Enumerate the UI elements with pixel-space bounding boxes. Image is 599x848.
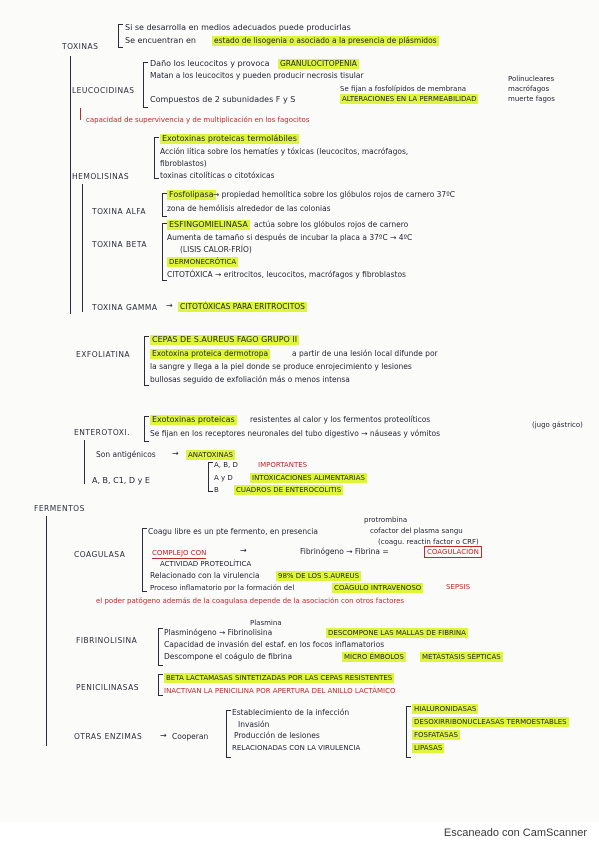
fibrinolisina-brace <box>158 628 163 666</box>
toxina-beta-line5: CITOTÓXICA → eritrocitos, leucocitos, macrófagos y fibroblastos <box>167 270 406 279</box>
hemolisinas-label: HEMOLISINAS <box>72 172 130 181</box>
otras-enzimas-list-brace <box>406 706 411 758</box>
hemolisinas-brace <box>154 137 159 179</box>
otras-enzimas-arrow: → <box>160 731 167 740</box>
otras-enzimas-e2: DESOXIRRIBONUCLEASAS TERMOESTABLES <box>414 718 567 726</box>
exfoliatina-line2a: Exotoxina proteica dermotropa <box>152 349 269 358</box>
fermentos-label: FERMENTOS <box>34 504 85 513</box>
toxina-alfa-line2: zona de hemólisis alrededor de las colonias <box>167 204 331 213</box>
enterotoxina-line1a: Exotoxinas proteicas <box>152 415 235 424</box>
toxina-alfa-label: TOXINA ALFA <box>92 207 147 216</box>
exfoliatina-line3: la sangre y llega a la piel donde se produce enrojecimiento y lesiones <box>150 362 412 371</box>
coagulasa-line2c: COAGULACIÓN <box>424 546 482 558</box>
otras-enzimas-cooperan: Cooperan <box>172 732 209 741</box>
coagulasa-line3: ACTIVIDAD PROTEOLÍTICA <box>160 560 252 568</box>
otras-enzimas-e3: FOSFATASAS <box>414 731 458 739</box>
fibrinolisina-label: FIBRINOLISINA <box>76 636 138 645</box>
otras-enzimas-label: OTRAS ENZIMAS <box>74 732 143 741</box>
toxinas-tree-line <box>70 56 71 314</box>
coagulasa-label: COAGULASA <box>74 550 126 559</box>
penicilinasas-line2: INACTIVAN LA PENICILINA POR APERTURA DEL ANILLO LACTÁMICO <box>164 687 396 695</box>
toxinas-line2b: estado de lisogenia o asociado a la presencia de plásmidos <box>214 36 437 45</box>
toxina-gamma-label: TOXINA GAMMA <box>92 303 158 312</box>
coagulasa-line4b: 98% DE LOS S.AUREUS <box>278 572 360 580</box>
otras-enzimas-e4: LIPASAS <box>414 744 443 752</box>
coagulasa-line5a: Proceso inflamatorio por la formación del <box>150 584 295 592</box>
leucocidinas-line2: Matan a los leucocitos y pueden producir necrosis tisular <box>150 71 364 80</box>
enterotoxina-antitox: ANATOXINAS <box>188 451 233 459</box>
enterotoxina-abd-result: IMPORTANTES <box>258 461 308 469</box>
leucocidinas-brace <box>143 62 148 108</box>
toxinas-brace <box>118 24 123 48</box>
toxina-beta-line2: Aumenta de tamaño si después de incubar la placa a 37ºC → 4ºC <box>167 233 413 242</box>
otras-enzimas-line2: Invasión <box>238 720 270 729</box>
enterotoxina-ad: A y D <box>214 474 233 482</box>
fibrinolisina-line3b: MICRO ÉMBOLOS <box>344 653 404 661</box>
penicilinasas-line1: BETA LACTAMASAS SINTETIZADAS POR LAS CEPAS RESISTENTES <box>166 674 393 682</box>
exfoliatina-line1: CEPAS DE S.AUREUS FAGO GRUPO II <box>152 335 298 344</box>
coagulasa-line5c: SEPSIS <box>446 583 471 591</box>
otras-enzimas-e1: HIALURONIDASAS <box>414 705 477 713</box>
leucocidinas-note: capacidad de supervivencia y de multiplicación en los fagocitos <box>86 116 310 124</box>
otras-enzimas-line1: Establecimiento de la infección <box>232 708 350 717</box>
toxina-beta-line1a: ESFINGOMIELINASA <box>169 220 248 229</box>
coagulasa-line5b: COÁGULO INTRAVENOSO <box>334 584 422 592</box>
enterotoxina-b-result: CUADROS DE ENTEROCOLITIS <box>236 486 342 494</box>
scanner-watermark: Escaneado con CamScanner <box>443 827 587 839</box>
leucocidinas-line3c: ALTERACIONES EN LA PERMEABILIDAD <box>342 95 477 103</box>
exfoliatina-brace <box>144 336 149 386</box>
enterotoxina-line2: Se fijan en los receptores neuronales del tubo digestivo → náuseas y vómitos <box>150 429 441 438</box>
fibrinolisina-line0: Plasmina <box>250 619 282 627</box>
enterotoxina-line1b: resistentes al calor y los fermentos proteolíticos <box>250 415 431 424</box>
leucocidinas-side2: macrófagos <box>508 85 550 93</box>
otras-enzimas-brace <box>226 710 231 758</box>
penicilinasas-label: PENICILINASAS <box>76 683 139 692</box>
coagulasa-line2a: COMPLEJO CON <box>152 549 207 557</box>
enterotoxina-label: ENTEROTOXI. <box>74 428 131 437</box>
enterotoxina-abd: A, B, D <box>214 461 238 469</box>
leucocidinas-line3a: Compuestos de 2 subunidades F y S <box>150 95 296 104</box>
exfoliatina-label: EXFOLIATINA <box>76 350 131 359</box>
hemolisinas-line2: Acción lítica sobre los hematíes y tóxicas (leucocitos, macrófagos, <box>160 147 409 156</box>
hemolisinas-tree-line <box>82 184 83 312</box>
enterotoxina-types-brace <box>208 462 213 492</box>
coagulasa-side1: protrombina <box>364 516 408 524</box>
fibrinolisina-line3a: Descompone el coágulo de fibrina <box>164 652 293 661</box>
toxina-beta-line1b: actúa sobre los glóbulos rojos de carnero <box>254 220 409 229</box>
coagulasa-side3: (coagu. reactin factor o CRF) <box>378 538 479 546</box>
toxina-alfa-line1b: → propiedad hemolítica sobre los glóbulos rojos de carnero 37ºC <box>213 190 455 199</box>
coagulasa-line1a: Coagu libre es un pte fermento, en presencia <box>148 527 318 536</box>
hemolisinas-line3: fibroblastos) <box>160 159 207 168</box>
toxina-beta-line4: DERMONECRÓTICA <box>169 258 237 266</box>
leucocidinas-line1b: GRANULOCITOPENIA <box>280 59 357 68</box>
toxinas-label: TOXINAS <box>62 42 99 51</box>
toxina-beta-line3: (LISIS CALOR-FRÍO) <box>180 245 252 254</box>
hemolisinas-line4: toxinas citolíticas o citotóxicas <box>160 171 275 180</box>
enterotoxina-b: B <box>214 486 219 494</box>
coagulasa-line2b: Fibrinógeno → Fibrina = <box>300 547 389 556</box>
toxina-gamma-text: CITOTÓXICAS PARA ERITROCITOS <box>180 302 305 311</box>
coagulasa-line4a: Relacionado con la virulencia <box>150 571 260 580</box>
enterotoxina-line1c: (jugo gástrico) <box>532 421 583 429</box>
fibrinolisina-line1b: DESCOMPONE LAS MALLAS DE FIBRINA <box>328 629 466 637</box>
enterotoxina-antigen-arrow: → <box>172 449 179 458</box>
leucocidinas-label: LEUCOCIDINAS <box>72 86 135 95</box>
fibrinolisina-line2: Capacidad de invasión del estaf. en los focos inflamatorios <box>164 640 385 649</box>
exfoliatina-line2b: a partir de una lesión local difunde por <box>292 349 438 358</box>
leucocidinas-red-connector <box>80 108 81 120</box>
enterotoxina-tree-line <box>84 440 85 484</box>
leucocidinas-line3b: Se fijan a fosfolípidos de membrana <box>340 85 467 93</box>
otras-enzimas-line4: RELACIONADAS CON LA VIRULENCIA <box>232 744 361 752</box>
coagulasa-line2-arrow: → <box>240 546 247 555</box>
toxina-beta-label: TOXINA BETA <box>92 240 147 249</box>
coagulasa-side2: cofactor del plasma sangu <box>370 527 463 535</box>
toxina-alfa-line1a: Fosfolipasa <box>169 190 214 199</box>
coagulasa-note: el poder patógeno además de la coagulasa depende de la asociación con otros factores <box>96 597 405 605</box>
leucocidinas-side1: Polinucleares <box>508 75 555 83</box>
hemolisinas-line1: Exotoxinas proteicas termolábiles <box>162 134 297 143</box>
enterotoxina-brace <box>144 416 149 442</box>
penicilinasas-brace <box>158 674 163 696</box>
toxinas-line1: Si se desarrolla en medios adecuados puede producirlas <box>125 23 351 32</box>
leucocidinas-side3: muerte fagos <box>508 95 555 103</box>
fibrinolisina-line3c: METÁSTASIS SÉPTICAS <box>422 653 501 661</box>
scanner-footer <box>0 822 599 848</box>
leucocidinas-line1a: Daño los leucocitos y provoca <box>150 59 270 68</box>
enterotoxina-ad-result: INTOXICACIONES ALIMENTARIAS <box>252 474 365 482</box>
toxinas-line2a: Se encuentran en <box>125 36 196 45</box>
coagulasa-brace <box>142 528 147 592</box>
toxina-gamma-arrow: → <box>166 301 173 310</box>
enterotoxina-antigen: Son antigénicos <box>96 450 156 459</box>
fermentos-tree-line <box>46 516 47 746</box>
exfoliatina-line4: bullosas seguido de exfoliación más o menos intensa <box>150 375 350 384</box>
fibrinolisina-line1a: Plasminógeno → Fibrinolisina <box>164 628 273 637</box>
enterotoxina-types: A, B, C1, D y E <box>92 476 150 485</box>
otras-enzimas-line3: Producción de lesiones <box>234 731 320 740</box>
